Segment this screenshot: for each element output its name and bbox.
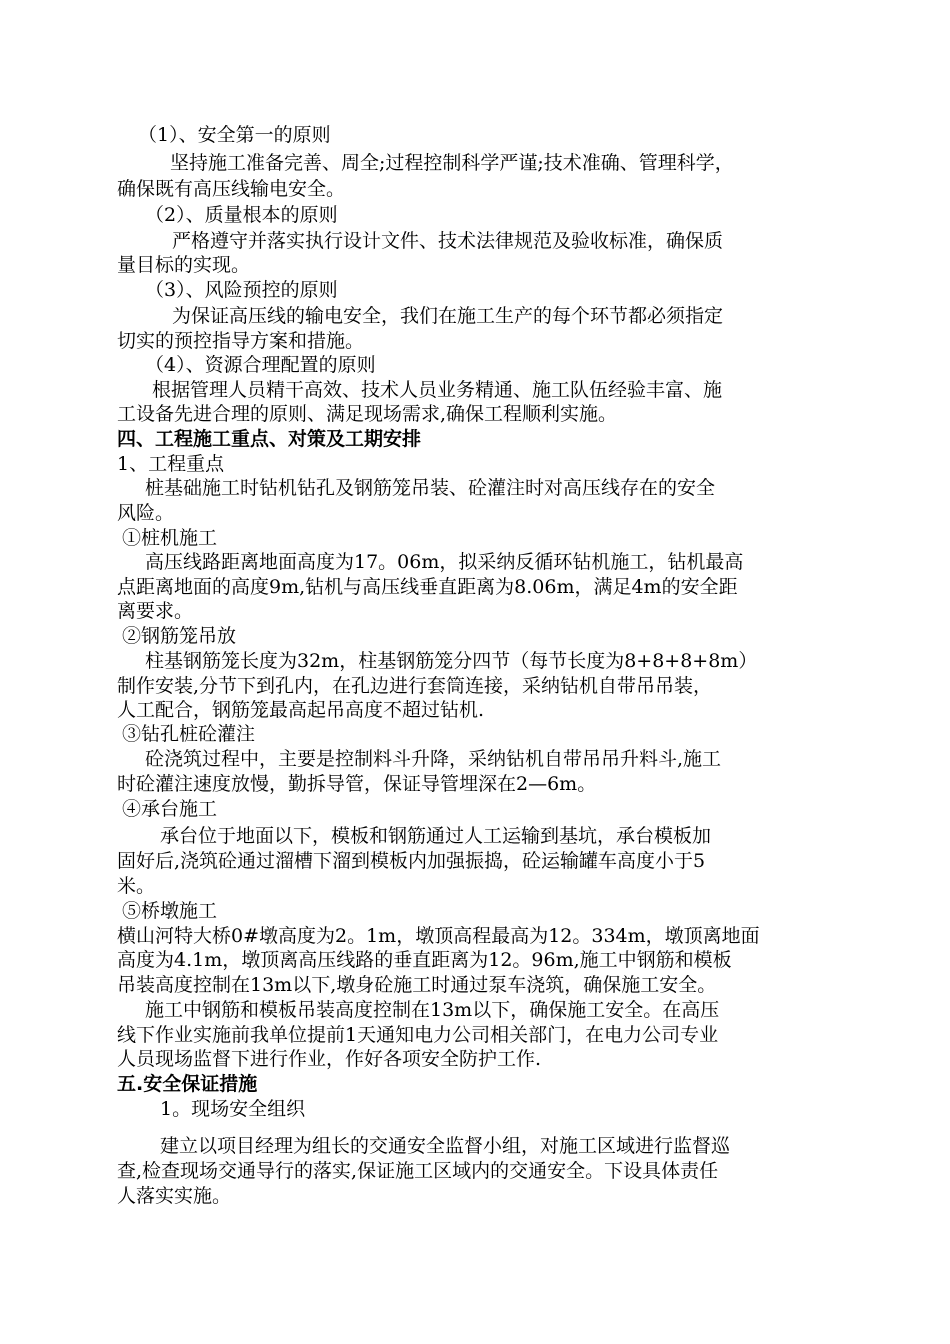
paragraph-line: 米。 (117, 875, 156, 897)
paragraph-line: 桩基础施工时钻机钻孔及钢筋笼吊装、砼灌注时对高压线存在的安全 (145, 477, 716, 499)
paragraph-line: 时砼灌注速度放慢，勤拆导管，保证导管埋深在2—6m。 (117, 773, 597, 795)
item-heading-3: ③钻孔桩砼灌注 (122, 723, 256, 745)
item-heading-4: ④承台施工 (122, 798, 218, 820)
paragraph-line: 为保证高压线的输电安全，我们在施工生产的每个环节都必须指定 (172, 305, 724, 327)
principle-heading-3: （3）、风险预控的原则 (145, 279, 338, 301)
paragraph-line: 量目标的实现。 (117, 254, 251, 276)
paragraph-line: 承台位于地面以下，模板和钢筋通过人工运输到基坑，承台模板加 (160, 825, 712, 847)
paragraph-line: 查,检查现场交通导行的落实,保证施工区域内的交通安全。下设具体责任 (117, 1160, 719, 1182)
paragraph-line: 人落实实施。 (117, 1185, 232, 1207)
paragraph-line: 严格遵守并落实执行设计文件、技术法律规范及验收标准，确保质 (172, 230, 724, 252)
paragraph-line: 人工配合，钢筋笼最高起吊高度不超过钻机. (117, 699, 485, 721)
paragraph-line: 离要求。 (117, 600, 194, 622)
paragraph-line: 坚持施工准备完善、周全;过程控制科学严谨;技术准确、管理科学， (170, 152, 734, 174)
paragraph-line: 点距离地面的高度9m,钻机与高压线垂直距离为8.06m，满足4m的安全距 (117, 576, 738, 598)
paragraph-line: 施工中钢筋和模板吊装高度控制在13m以下，确保施工安全。在高压 (145, 999, 720, 1021)
principle-heading-4: （4）、资源合理配置的原则 (145, 354, 376, 376)
paragraph-line: 工设备先进合理的原则、满足现场需求,确保工程顺利实施。 (117, 403, 618, 425)
paragraph-line: 横山河特大桥0#墩高度为2。1m，墩顶高程最高为12。334m，墩顶离地面 (117, 925, 760, 947)
section-heading-5: 五.安全保证措施 (117, 1073, 258, 1095)
subsection-heading: 1、工程重点 (117, 453, 225, 475)
principle-heading-2: （2）、质量根本的原则 (145, 204, 338, 226)
paragraph-line: 确保既有高压线输电安全。 (117, 178, 346, 200)
paragraph-line: 高压线路距离地面高度为17。06m，拟采纳反循环钻机施工，钻机最高 (145, 551, 744, 573)
paragraph-line: 线下作业实施前我单位提前1天通知电力公司相关部门，在电力公司专业 (117, 1024, 719, 1046)
paragraph-line: 高度为4.1m，墩顶离高压线路的垂直距离为12。96m,施工中钢筋和模板 (117, 949, 732, 971)
item-heading-5: ⑤桥墩施工 (122, 900, 218, 922)
item-heading-1: ①桩机施工 (122, 527, 218, 549)
paragraph-line: 根据管理人员精干高效、技术人员业务精通、施工队伍经验丰富、施 (152, 379, 723, 401)
paragraph-line: 砼浇筑过程中，主要是控制料斗升降，采纳钻机自带吊吊升料斗,施工 (145, 748, 722, 770)
subsection-heading: 1。现场安全组织 (160, 1098, 306, 1120)
paragraph-line: 切实的预控指导方案和措施。 (117, 330, 365, 352)
section-heading-4: 四、工程施工重点、对策及工期安排 (117, 428, 422, 450)
paragraph-line: 风险。 (117, 502, 175, 524)
paragraph-line: 制作安装,分节下到孔内，在孔边进行套筒连接，采纳钻机自带吊吊装， (117, 675, 713, 697)
paragraph-line: 吊装高度控制在13m以下,墩身砼施工时通过泵车浇筑，确保施工安全。 (117, 974, 717, 996)
paragraph-line: 固好后,浇筑砼通过溜槽下溜到模板内加强振捣，砼运输罐车高度小于5 (117, 850, 706, 872)
principle-heading-1: （1）、安全第一的原则 (138, 124, 331, 146)
paragraph-line: 柱基钢筋笼长度为32m，柱基钢筋笼分四节（每节长度为8+8+8+8m） (145, 650, 758, 672)
paragraph-line: 人员现场监督下进行作业，作好各项安全防护工作. (117, 1048, 542, 1070)
paragraph-line: 建立以项目经理为组长的交通安全监督小组，对施工区域进行监督巡 (160, 1135, 731, 1157)
item-heading-2: ②钢筋笼吊放 (122, 625, 237, 647)
